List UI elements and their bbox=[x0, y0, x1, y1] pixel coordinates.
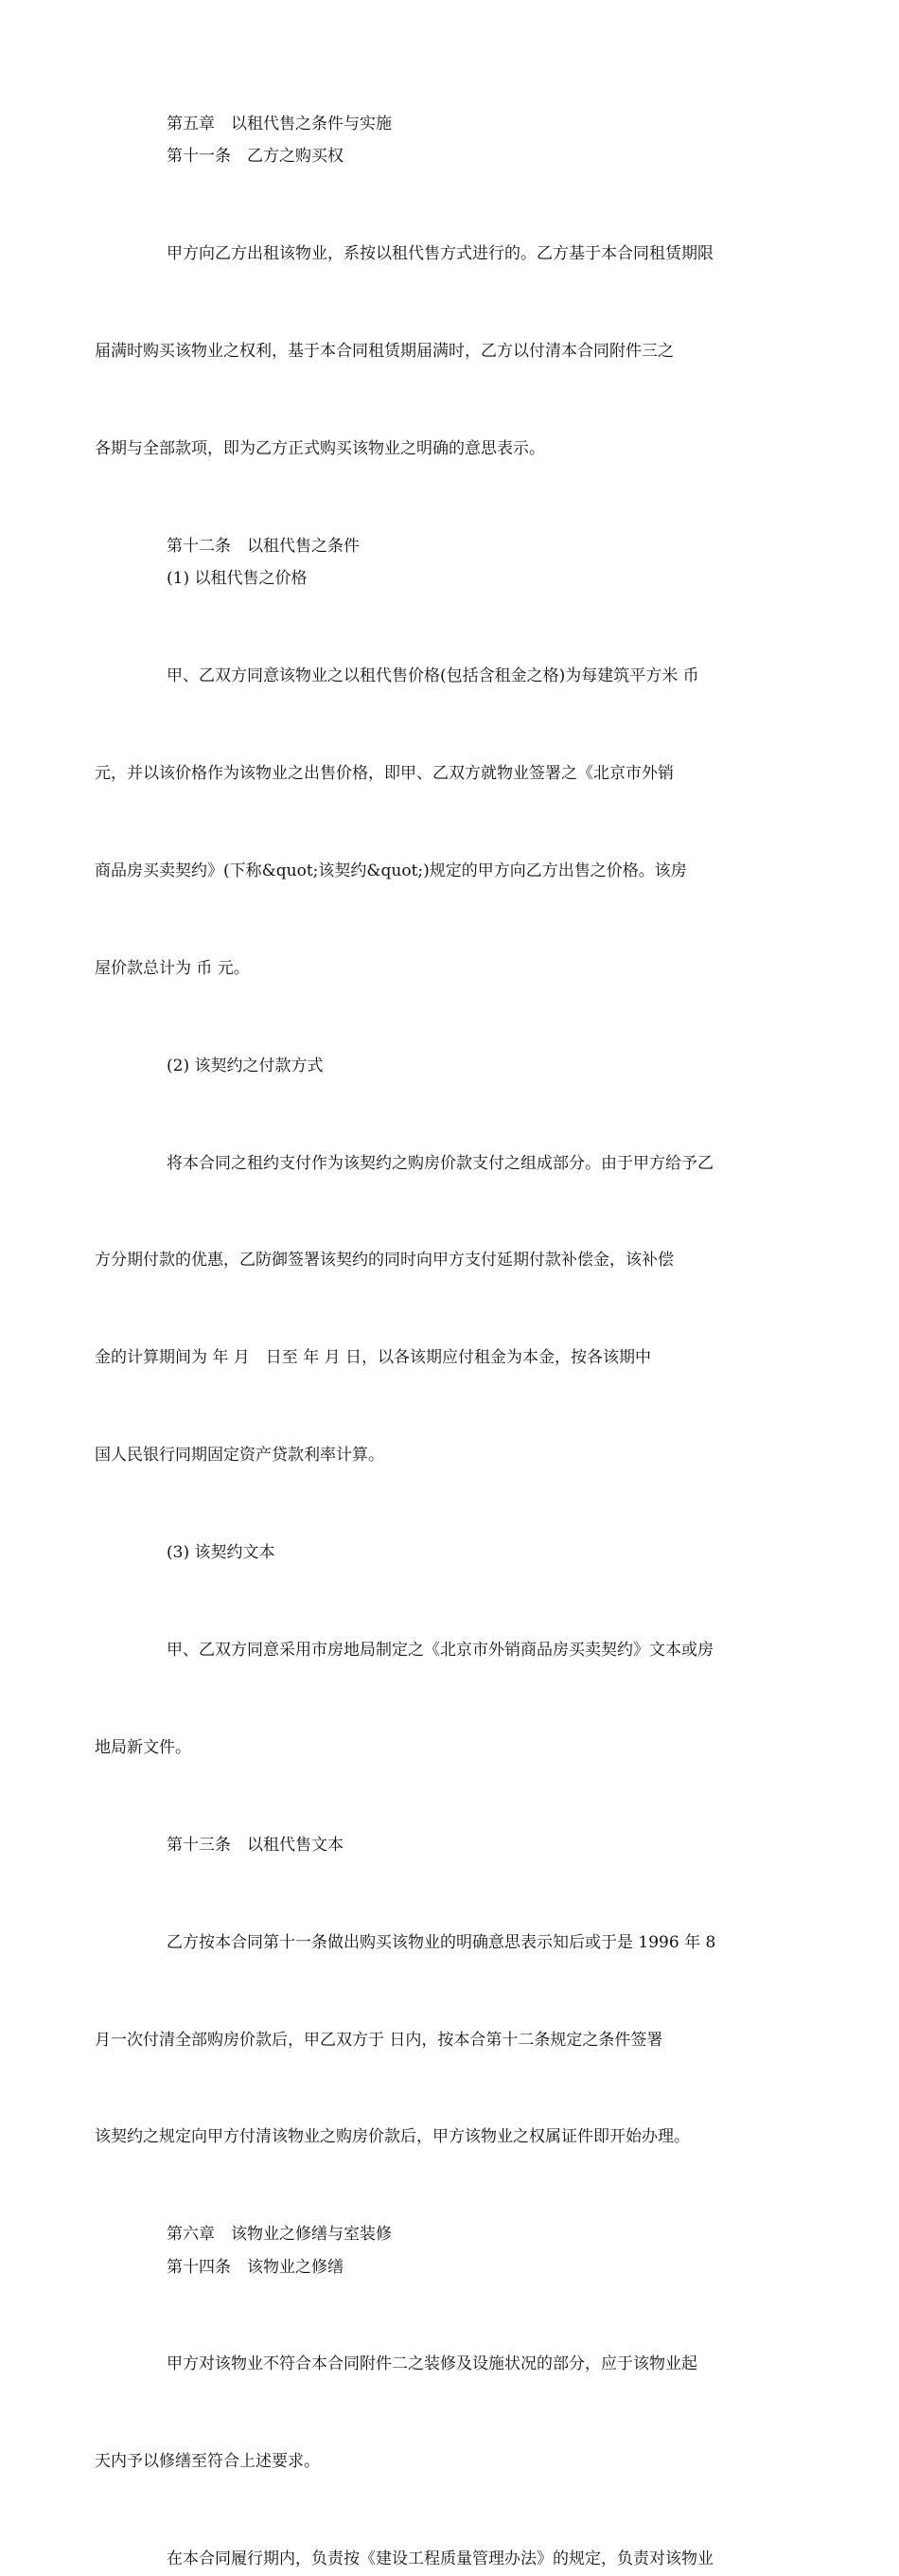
item-3-body: 甲、乙双方同意采用市房地局制定之《北京市外销商品房买卖契约》文本或房 地局新文件。 bbox=[95, 1640, 714, 1757]
article-13-heading: 第十三条 以租代售文本 bbox=[167, 1835, 344, 1855]
article-11-heading: 第十一条 乙方之购买权 bbox=[167, 147, 344, 167]
article-11-body: 甲方向乙方出租该物业，系按以租代售方式进行的。乙方基于本合同租赁期限 届满时购买该物业之权利，基于本合同租赁期届满时，乙方以付清本合同附件三之 各期与全部款项，即为乙方正式购买该物业之明确的意思表示。 bbox=[95, 244, 714, 458]
item-1-heading: (1) 以租代售之价格 bbox=[167, 569, 308, 589]
item-1-body: 甲、乙双方同意该物业之以租代售价格(包括含租金之格)为每建筑平方米 币 元，并以该价格作为该物业之出售价格，即甲、乙双方就物业签署之《北京市外销 商品房买卖契约》(下称&quot;该契约&quot;)规定的甲方向乙方出售之价格。该房 屋价款总计为 币 元。 bbox=[95, 666, 699, 978]
item-3-heading: (3) 该契约文本 bbox=[167, 1543, 275, 1563]
chapter-6-heading: 第六章 该物业之修缮与室装修 bbox=[167, 2225, 392, 2245]
article-14-body-continued: 在本合同履行期内，负责按《建设工程质量管理办法》的规定，负责对该物业 bbox=[167, 2549, 714, 2569]
document-body bbox=[95, 108, 774, 2576]
article-14-heading: 第十四条 该物业之修缮 bbox=[167, 2257, 344, 2277]
article-14-body: 甲方对该物业不符合本合同附件二之装修及设施状况的部分，应于该物业起 天内予以修缮至符合上述要求。 bbox=[95, 2354, 697, 2472]
chapter-5-heading: 第五章 以租代售之条件与实施 bbox=[167, 115, 392, 133]
article-13-body: 乙方按本合同第十一条做出购买该物业的明确意思表示知后或于是 1996 年 8 月一次付清全部购房价款后，甲乙双方于 日内，按本合第十二条规定之条件签署 该契约之规定向甲方付清该物业之购房价款后，甲方该物业之权属证件即开始办理。 bbox=[95, 1932, 716, 2147]
item-2-heading: (2) 该契约之付款方式 bbox=[167, 1056, 324, 1075]
article-12-heading: 第十二条 以租代售之条件 bbox=[167, 536, 360, 556]
item-2-body: 将本合同之租约支付作为该契约之购房价款支付之组成部分。由于甲方给予乙 方分期付款的优惠，乙防御签署该契约的同时向甲方支付延期付款补偿金，该补偿 金的计算期间为 年 月 日至 年 月 日，以各该期应付租金为本金，按各该期中 国人民银行同期固定资产贷款利率计算。 bbox=[95, 1153, 714, 1466]
